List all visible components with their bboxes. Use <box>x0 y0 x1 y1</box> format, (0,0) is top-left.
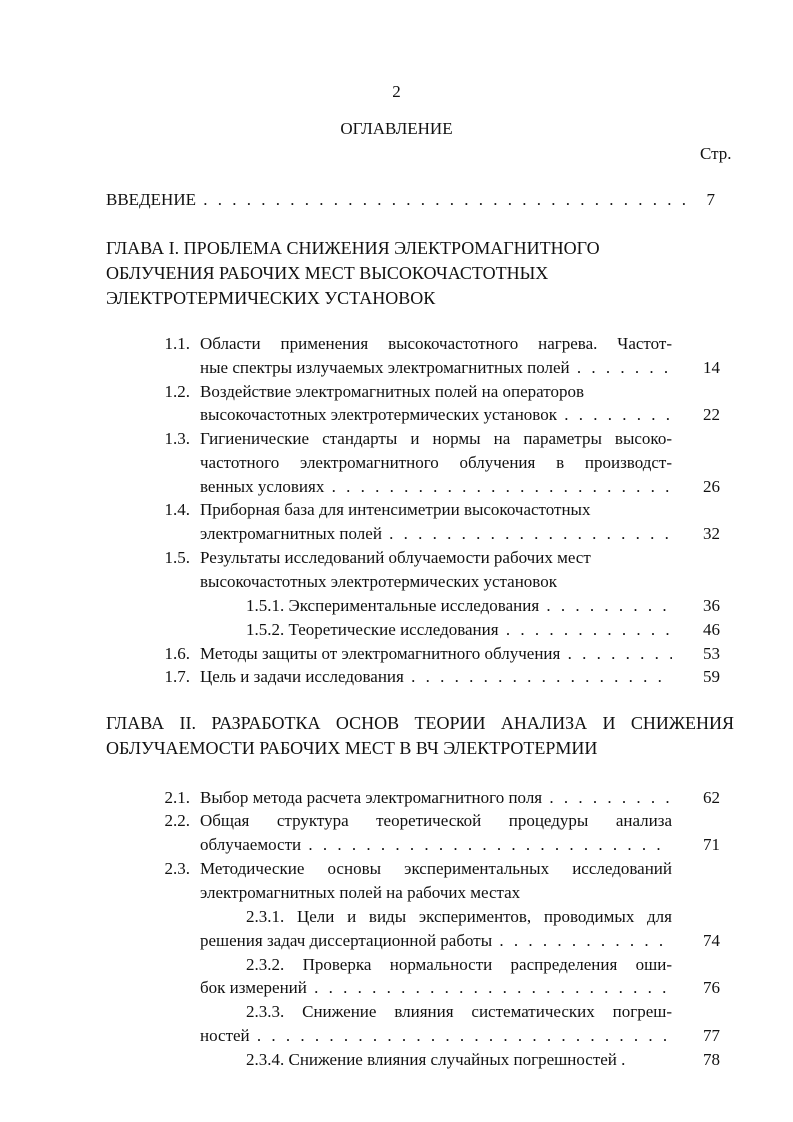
toc-subentry-line: 1.5.1. Экспериментальные исследования . . . <box>246 596 672 616</box>
toc-entry-number: 1.1. <box>164 334 190 353</box>
toc-entry-line: Цель и задачи исследования . . . <box>200 667 672 687</box>
chapter2-title <box>106 711 734 736</box>
toc-entry-line: ные спектры излучаемых электромагнитных полей . . . <box>200 358 672 378</box>
toc-entry-page: 78 <box>703 1050 720 1069</box>
toc-entry-number: 1.3. <box>164 429 190 448</box>
toc-entry-line: электромагнитных полей . . . <box>200 524 672 544</box>
toc-entry-page: 22 <box>703 405 720 424</box>
chapter1-title-line: ГЛАВА I. ПРОБЛЕМА СНИЖЕНИЯ ЭЛЕКТРОМАГНИТНОГО <box>106 238 600 258</box>
toc-entry-line: Результаты исследований облучаемости рабочих мест <box>200 548 591 567</box>
toc-subentry-line: ностей . . . <box>200 1026 672 1046</box>
toc-entry-line: Воздействие электромагнитных полей на операторов <box>200 382 584 401</box>
toc-subentry-line: 2.3.4. Снижение влияния случайных погрешностей . <box>246 1050 626 1069</box>
toc-entry-number: 1.2. <box>164 382 190 401</box>
chapter1-title-line: ОБЛУЧЕНИЯ РАБОЧИХ МЕСТ ВЫСОКОЧАСТОТНЫХ <box>106 263 549 283</box>
toc-entry-line: Приборная база для интенсиметрии высокочастотных <box>200 500 591 519</box>
toc-entry-page: 53 <box>703 644 720 663</box>
toc-entry-line: Области применения высокочастотного нагрева. Частот- <box>200 334 672 353</box>
toc-intro: ВВЕДЕНИЕ . . . <box>106 190 696 210</box>
toc-entry-page: 74 <box>703 931 720 950</box>
chapter1-title <box>106 236 734 311</box>
toc-entry-page: 26 <box>703 477 720 496</box>
toc-entry-number: 2.3. <box>164 859 190 878</box>
toc-subentry-line: бок измерений . . . <box>200 978 672 998</box>
toc-subentry-line: 2.3.3. Снижение влияния систематических погреш- <box>246 1002 672 1021</box>
toc-entry-number: 1.7. <box>164 667 190 686</box>
chapter2-title-line: ОБЛУЧАЕМОСТИ РАБОЧИХ МЕСТ В ВЧ ЭЛЕКТРОТЕРМИИ <box>106 738 598 758</box>
chapter1-title-line: ЭЛЕКТРОТЕРМИЧЕСКИХ УСТАНОВОК <box>106 288 436 308</box>
toc-entry-page: 46 <box>703 620 720 639</box>
toc-entry-page: 14 <box>703 358 720 377</box>
toc-entry-line: Методические основы экспериментальных исследований <box>200 859 672 878</box>
toc-entry-line: высокочастотных электротермических установок . . . <box>200 405 672 425</box>
toc-entry-number: 1.6. <box>164 644 190 663</box>
toc-entry-line: высокочастотных электротермических установок <box>200 572 557 591</box>
toc-entry-line: электромагнитных полей на рабочих местах <box>200 883 521 902</box>
page-column-label: Стр. <box>700 144 732 163</box>
toc-entry-line: Методы защиты от электромагнитного облучения . . . <box>200 644 672 664</box>
toc-entry-number: 1.5. <box>164 548 190 567</box>
toc-entry-page: 62 <box>703 788 720 807</box>
toc-intro-page: 7 <box>706 190 715 209</box>
chapter2-title-line: ГЛАВА II. РАЗРАБОТКА ОСНОВ ТЕОРИИ АНАЛИЗА И СНИЖЕНИЯ <box>106 713 734 733</box>
chapter2-title <box>106 736 734 761</box>
toc-entry-page: 36 <box>703 596 720 615</box>
toc-subentry-line: 1.5.2. Теоретические исследования . . . <box>246 620 672 640</box>
toc-entry-line: венных условиях . . . <box>200 477 672 497</box>
toc-entry-number: 1.4. <box>164 500 190 519</box>
toc-entry-page: 77 <box>703 1026 720 1045</box>
toc-entry-line: Выбор метода расчета электромагнитного поля . . . <box>200 788 672 808</box>
toc-entry-page: 59 <box>703 667 720 686</box>
toc-entry-page: 76 <box>703 978 720 997</box>
toc-entry-line: частотного электромагнитного облучения в производст- <box>200 453 672 472</box>
toc-entry-page: 71 <box>703 835 720 854</box>
page-title: ОГЛАВЛЕНИЕ <box>340 119 453 138</box>
page-number: 2 <box>392 82 401 101</box>
toc-entry-number: 2.2. <box>164 811 190 830</box>
toc-entry-line: облучаемости . . . <box>200 835 672 855</box>
toc-entry-number: 2.1. <box>164 788 190 807</box>
toc-subentry-line: 2.3.2. Проверка нормальности распределения оши- <box>246 955 672 974</box>
toc-entry-line: Гигиенические стандарты и нормы на параметры высоко- <box>200 429 672 448</box>
toc-entry-line: Общая структура теоретической процедуры анализа <box>200 811 672 830</box>
toc-subentry-line: 2.3.1. Цели и виды экспериментов, проводимых для <box>246 907 672 926</box>
toc-entry-page: 32 <box>703 524 720 543</box>
toc-subentry-line: решения задач диссертационной работы . . . <box>200 931 672 951</box>
